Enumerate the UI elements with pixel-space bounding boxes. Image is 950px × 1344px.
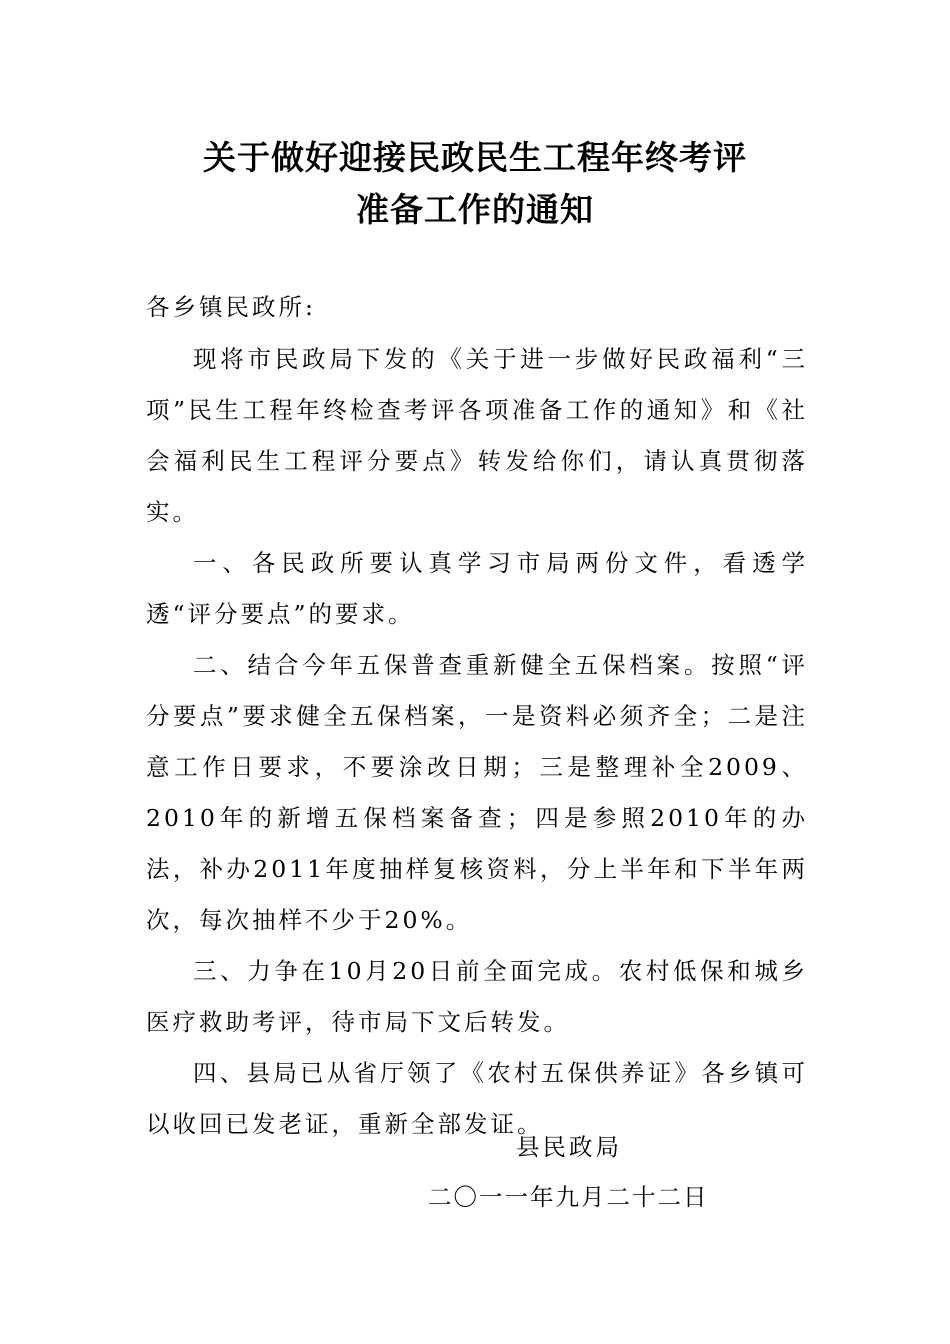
paragraph-intro: 现将市民政局下发的《关于进一步做好民政福利“三项”民生工程年终检查考评各项准备工作的通知》和《社会福利民生工程评分要点》转发给你们，请认真贯彻落实。 [146, 345, 808, 526]
paragraph-item-3: 三、力争在10月20日前全面完成。农村低保和城乡医疗救助考评，待市局下文后转发。 [146, 957, 808, 1036]
paragraph-item-4: 四、县局已从省厅领了《农村五保供养证》各乡镇可以收回已发老证，重新全部发证。 [146, 1059, 808, 1138]
issue-date: 二〇一一年九月二十二日 [428, 1183, 709, 1211]
document-body [146, 282, 808, 1150]
salutation: 各乡镇民政所: [146, 293, 316, 321]
document-title-line-2: 准备工作的通知 [356, 190, 594, 229]
paragraph-item-2: 二、结合今年五保普查重新健全五保档案。按照“评分要点”要求健全五保档案，一是资料必须齐全；二是注意工作日要求，不要涂改日期；三是整理补全2009、2010年的新增五保档案备查；四是参照2010年的办法，补办2011年度抽样复核资料，分上半年和下半年两次，每次抽样不少于20%。 [146, 651, 808, 934]
paragraph-item-1: 一、各民政所要认真学习市局两份文件，看透学透“评分要点”的要求。 [146, 549, 808, 628]
issuer-signature: 县民政局 [516, 1133, 622, 1161]
document-title-line-1: 关于做好迎接民政民生工程年终考评 [203, 138, 747, 177]
